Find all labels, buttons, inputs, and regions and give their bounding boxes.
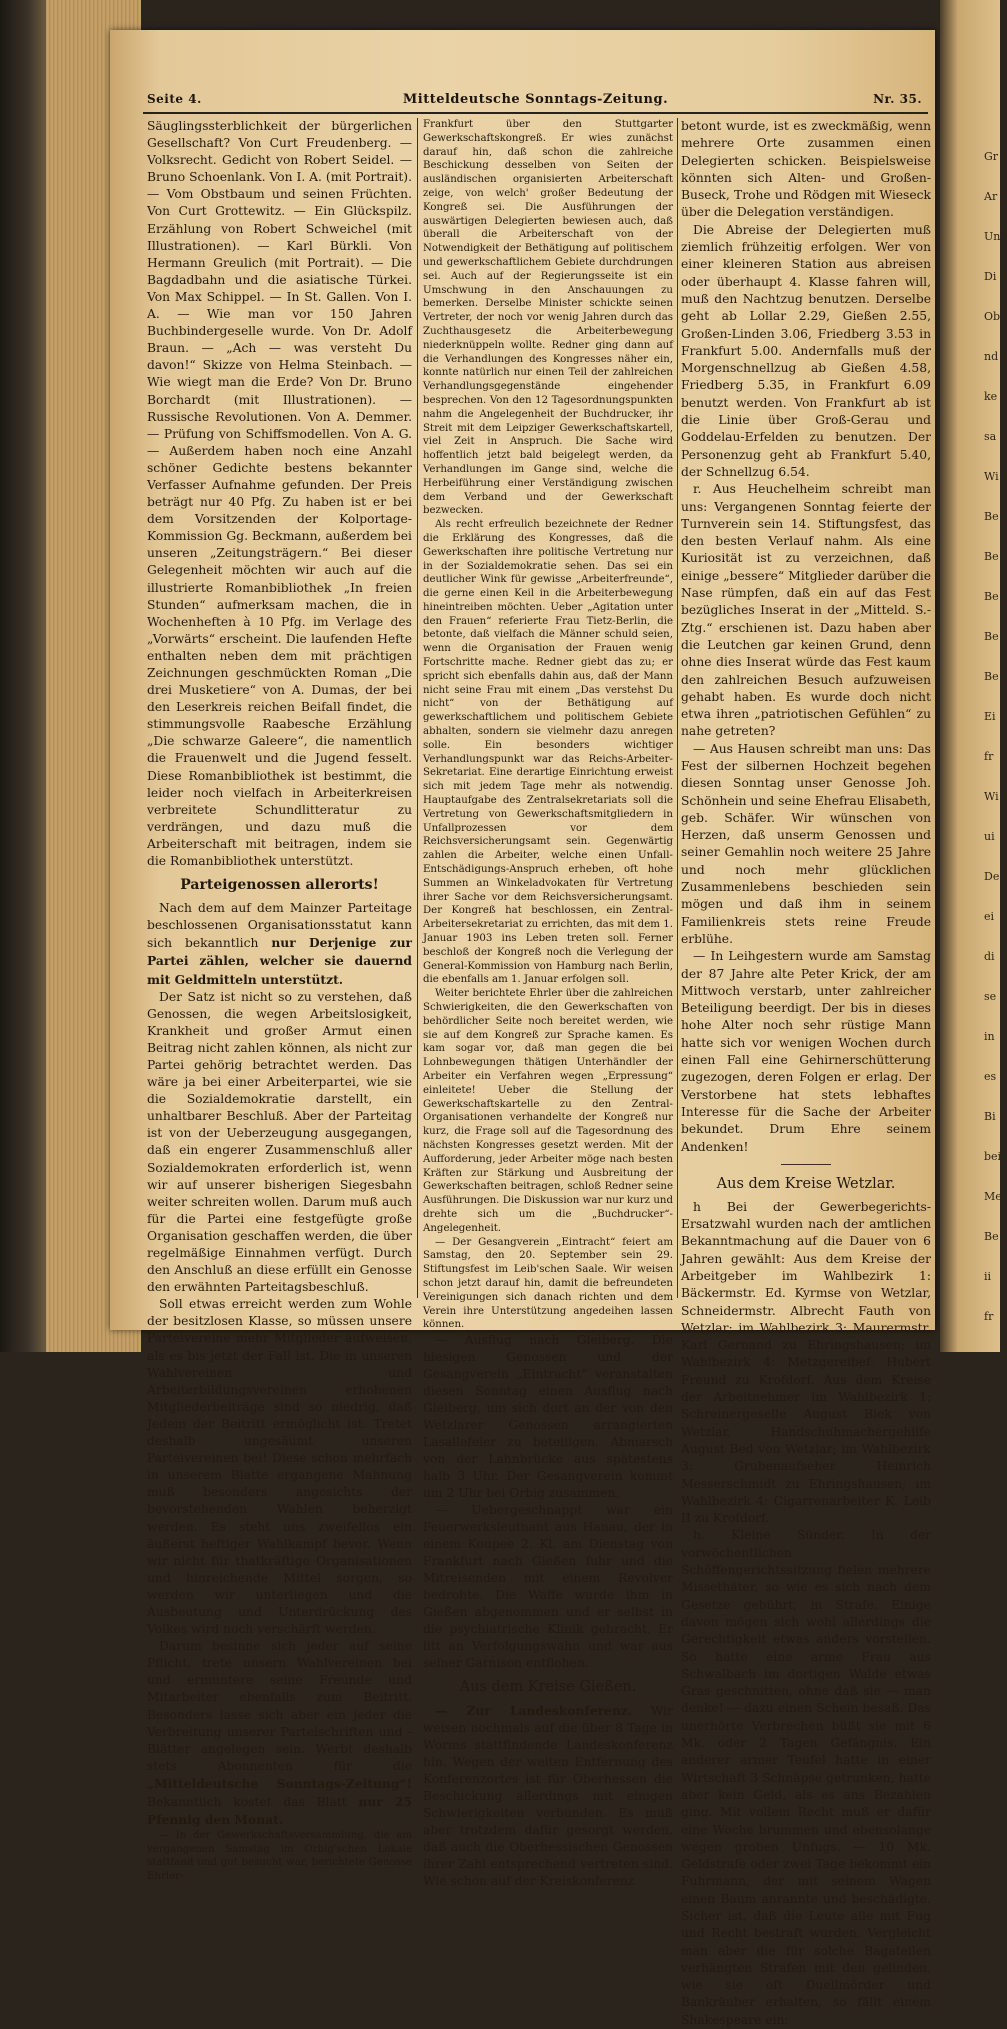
text-span: Wir weisen nochmals auf die über 8 Tage in Worms stattfindende Landeskonferenz hin. Wegen der weiten Entfernung des Konferenzortes ist für Oberhessen die Beschickung allerdings mit einigen Schwierigkeiten verbunden. Es muß aber trotzdem dafür gesorgt werden, daß auch die Oberhessischen Genossen ihrer Zahl entsprechend vertreten sind. Wie schon auf der Kreiskonferenz bbox=[423, 1704, 673, 1889]
column-rule bbox=[417, 118, 418, 1298]
article-paragraph: — Uebergeschnappt war ein Feuerwerksleutnant aus Hanau, der in einem Koupee 2. Kl. am Dienstag von Frankfurt nach Gießen fuhr und die Mitreisenden mit einem Revolver bedrohte. Die Waffe wurde ihm in Gießen abgenommen und er selbst in die psychiatrische Klinik gebracht. Er litt an Verfolgungswahn und war aus seiner Garnison entflohen. bbox=[423, 1503, 673, 1671]
book-binding bbox=[0, 0, 46, 1352]
article-paragraph: h. Kleine Sünder. In der vorwöchentlichen Schöffengerichtssitzung fielen mehrere Missethäter, so wie es sich nach dem Gesetze gebührt, in Strafe. Einige davon mögen sich wohl allerdings die Gerechtigkeit etwas anders vorstellen. So hatte eine arme Frau aus Schwalbach im dortigen Walde etwas Gras geschnitten, ohne daß sie — man denke! — dazu einen Schein besaß. Das unerhörte Verbrechen büßt sie mit 6 Mk. oder 2 Tagen Gefängnis. Ein anderer armer Teufel hatte in einer Wirtschaft 3 Schnäpse getrunken, hatte aber kein Geld, als es ans Bezahlen ging. Mit vollem Recht muß er dafür eine Woche brummen und ebensolange wegen groben Unfugs. — 10 Mk. Geldstrafe oder zwei Tage bekommt ein Fuhrmann, der mit seinem Wagen einen Baum anrannte und beschädigte. Sicher ist, daß die Leute alle mit Fug und Recht bestraft wurden. Vergleicht man aber die für solche Bagatellen verhängten Strafen mit den gelinden, wie sie oft Duellmörder und Bankräuber erhalten, so fällt einem Shakespeare ein: bbox=[681, 1528, 931, 2027]
article-paragraph: Säuglingssterblichkeit der bürgerlichen Gesellschaft? Von Curt Freudenberg. — Volksrecht. Gedicht von Robert Seidel. — Bruno Schoenlank. Von I. A. (mit Portrait). — Vom Obstbaum und seinen Früchten. Von Curt Grottewitz. — Ein Glückspilz. Erzählung von Robert Schweichel (mit Illustrationen). — Karl Bürkli. Von Hermann Greulich (mit Portrait). — Die Bagdadbahn und die asiatische Türkei. Von Max Schippel. — In St. Gallen. Von I. A. — Wie man vor 150 Jahren Buchbindergeselle wurde. Von Dr. Adolf Braun. — „Ach — was versteht Du davon!“ Skizze von Helma Steinbach. — Wie wiegt man die Erde? Von Dr. Bruno Borchardt (mit Illustrationen). — Russische Revolutionen. Von A. Demmer. — Prüfung von Schiffsmodellen. Von A. G. — Außerdem haben noch eine Anzahl schöner Gedichte bestens bekannter Verfasser Aufnahme gefunden. Der Preis beträgt nur 40 Pfg. Zu haben ist er bei dem Vorsitzenden der Kolportage-Kommission Gg. Beckmann, außerdem bei unseren „Zeitungsträgern.“ Bei dieser Gelegenheit möchten wir auch auf die illustrierte Romanbibliothek „In freien Stunden“ aufmerksam machen, die in Wochenheften à 10 Pfg. im Verlage des „Vorwärts“ erscheint. Die laufenden Hefte enthalten neben dem mit prächtigen Zeichnungen geschmückten Roman „Die drei Musketiere“ von A. Dumas, der bei den Leserkreis reichen Beifall findet, die stimmungsvolle Raabesche Erzählung „Die schwarze Galeere“, die namentlich die Frauenwelt und die Jugend fesselt. Diese Romanbibliothek ist bestimmt, die leider noch vielfach in Arbeiterkreisen verbreitete Schundlitteratur zu verdrängen, und dazu muß die Arbeiterschaft mit beitragen, indem sie die Romanbibliothek unterstützt. bbox=[147, 119, 412, 869]
section-heading: Parteigenossen allerorts! bbox=[180, 877, 379, 894]
adjacent-page-text: Be bbox=[984, 590, 999, 603]
adjacent-page-text: es bbox=[984, 1070, 997, 1083]
adjacent-page-text: Di bbox=[984, 270, 997, 283]
adjacent-page-text: Ar bbox=[984, 190, 998, 203]
article-paragraph bbox=[147, 900, 412, 988]
issue-number: Nr. 35. bbox=[873, 92, 922, 106]
adjacent-page-text: Be bbox=[984, 630, 999, 643]
adjacent-page-text: ii bbox=[984, 1270, 992, 1283]
emphasis-text: nur Derjenige zur Partei zählen, welcher sie dauernd mit Geldmitteln unterstützt. bbox=[147, 935, 412, 987]
article-paragraph: Soll etwas erreicht werden zum Wohle der besitzlosen Klasse, so müssen unsere Parteivereine mehr Mitglieder aufweisen, als es bis jetzt der Fall ist. Die in unseren Wahlvereinen und Arbeiterbildungsvereinen erhobenen Mitgliederbeiträge sind so niedrig, daß Jedem der Beitritt ermöglicht ist. Tretet deshalb ungesäumt unseren Parteivereinen bei! Diese schon mehrfach in unserem Blatte ergangene Mahnung muß besonders angesichts der bevorstehenden Wahlen beherzigt werden. Es steht uns zweifellos ein äußerst heftiger Wahlkampf bevor. Wenn wir nicht für thatkräftige Organisationen und hinreichende Mittel sorgen, so werden wir unterliegen und die Ausbeutung und Unterdrückung des Volkes wird noch verschärft werden. bbox=[147, 1297, 412, 1637]
adjacent-page-text: Ei bbox=[984, 710, 996, 723]
adjacent-page-text: nd bbox=[984, 350, 999, 363]
adjacent-page-text: De bbox=[984, 870, 1000, 883]
adjacent-page-text: se bbox=[984, 990, 997, 1003]
newspaper-title: Mitteldeutsche Sonntags-Zeitung. bbox=[402, 92, 669, 107]
adjacent-page-text: Wi bbox=[984, 470, 999, 483]
article-paragraph: Der Satz ist nicht so zu verstehen, daß Genossen, die wegen Arbeitslosigkeit, Krankheit und großer Armut einen Beitrag nicht zahlen können, als nicht zur Partei gehörig betrachtet werden. Das wäre ja bei einer Arbeiterpartei, wie sie die Sozialdemokratie darstellt, ein unhaltbarer Beschluß. Aber der Parteitag ist von der Ueberzeugung ausgegangen, daß ein engerer Zusammenschluß aller Sozialdemokraten erforderlich ist, wenn wir auf unserer bisherigen Siegesbahn weiter schreiten wollen. Darum muß auch für die Partei eine festgefügte große Organisation geschaffen werden, die über regelmäßige Einnahmen verfügt. Durch den Anschluß an diese erfüllt ein Genosse den erwähnten Parteitagsbeschluß. bbox=[147, 989, 412, 1295]
adjacent-page-text: Bi bbox=[984, 1110, 996, 1123]
article-paragraph: h Bei der Gewerbegerichts-Ersatzwahl wurden nach der amtlichen Bekanntmachung auf die Dauer von 6 Jahren gewählt: Aus dem Kreise der Arbeitgeber im Wahlbezirk 1: Bäckermstr. Ed. Kyrmse von Wetzlar, Schneidermstr. Albrecht Fauth von Wetzlar; im Wahlbezirk 3: Maurermstr. Karl Gernand zu Ehringshausen; im Wahlbezirk 4: Metzgereibef. Hubert Freund zu Krofdorf. Aus dem Kreise der Arbeitnehmer im Wahlbezirk 1: Schreinergeselle August Biek von Wetzlar, Handschuhmachergehilfe August Bed von Wetzlar; im Wahlbezirk 3: Grubenaufseher Heinrich Messerschmidt zu Ehringshausen; im Wahlbezirk 4: Cigarrenarbeiter K. Leib II zu Krofdorf. bbox=[681, 1199, 931, 1526]
adjacent-page-text: Ob bbox=[984, 310, 1001, 323]
adjacent-page-text: ei bbox=[984, 910, 995, 923]
article-paragraph bbox=[147, 1638, 412, 1829]
page-number: Seite 4. bbox=[147, 92, 202, 106]
article-paragraph: betont wurde, ist es zweckmäßig, wenn mehrere Orte zusammen einen Delegierten schicken. Beispielsweise könnten sich Alten- und Großen-Buseck, Trohe und Rödgen mit Wieseck über die Delegation verständigen. bbox=[681, 119, 931, 220]
adjacent-page-text: Be bbox=[984, 550, 999, 563]
emphasis-text: nur 25 Pfennig den Monat. bbox=[147, 1794, 412, 1828]
page-header bbox=[143, 90, 928, 114]
adjacent-page-text: ui bbox=[984, 830, 995, 843]
article-paragraph: Als recht erfreulich bezeichnete der Redner die Erklärung des Kongresses, daß die Gewerkschaften ihre politische Vertretung nur in der Sozialdemokratie sehen. Das sei ein deutlicher Wink für gewisse „Arbeiterfreunde“, die gerne einen Keil in die Arbeiterbewegung hineintreiben möchten. Ueber „Agitation unter den Frauen“ referierte Frau Tietz-Berlin, die betonte, daß vielfach die Männer schuld seien, wenn die Organisation der Frauen wenig Fortschritte mache. Redner giebt das zu; er spricht sich ebenfalls dahin aus, daß der Mann nicht seine Frau mit einem „Das verstehst Du nicht“ von der Bethätigung auf gewerkschaftlichem und politischem Gebiete abhalten, sondern sie vielmehr dazu anregen solle. Ein besonders wichtiger Verhandlungspunkt war das Reichs-Arbeiter-Sekretariat. Eine derartige Einrichtung erweist sich mit jedem Tage mehr als notwendig. Hauptaufgabe des Zentralsekretariats soll die Vertretung von Gewerkschaftsmitgliedern in Unfallprozessen vor dem Reichsversicherungsamt sein. Gegenwärtig zahlen die Arbeiter, welche einen Unfall-Entschädigungs-Anspruch erheben, oft hohe Summen an Winkeladvokaten für Vertretung ihrer Sache vor dem Reichsversicherungsamt. Der Kongreß hat beschlossen, ein Zentral-Arbeitersekretariat zu errichten, das mit dem 1. Januar 1903 ins Leben treten soll. Ferner beschloß der Kongreß noch die Verlegung der General-Kommission von Hamburg nach Berlin, die ebenfalls am 1. Januar erfolgen soll. bbox=[423, 519, 673, 986]
divider bbox=[781, 1164, 831, 1165]
text-span: Bekanntlich kostet das Blatt bbox=[147, 1795, 359, 1809]
adjacent-page-text: Be bbox=[984, 670, 999, 683]
article-paragraph: r. Aus Heuchelheim schreibt man uns: Vergangenen Sonntag feierte der Turnverein sein 14. Stiftungsfest, das den besten Verlauf nahm. Als eine Kuriosität ist zu verzeichnen, daß einige „bessere“ Mitglieder darüber die Nase rümpfen, daß ein auf das Fest bezügliches Inserat in der „Mitteld. S.-Ztg.“ erschienen ist. Dazu haben aber die Leutchen gar keinen Grund, denn ohne dies Inserat würde das Fest kaum den zahlreichen Besuch aufzuweisen gehabt haben. Es wurde doch nicht etwa ihren „patriotischen Gefühlen“ zu nahe getreten? bbox=[681, 482, 931, 739]
adjacent-page-text: di bbox=[984, 950, 995, 963]
adjacent-page-text: Be bbox=[984, 510, 999, 523]
text-span: Nach dem auf dem Mainzer Parteitage beschlossenen Organisationsstatut kann sich bekanntlich bbox=[147, 901, 412, 951]
article-paragraph bbox=[423, 1702, 673, 1890]
adjacent-page-text: Me bbox=[984, 1190, 1002, 1203]
article-paragraph: — In Leihgestern wurde am Samstag der 87 Jahre alte Peter Krick, der am Mittwoch verstarb, unter zahlreicher Beteiligung beerdigt. Der bis in dieses hohe Alter noch sehr rüstige Mann hatte sich vor wenigen Wochen durch einen Fall eine Gehirnerschütterung zugezogen, deren Folgen er erlag. Der Verstorbene hat stets lebhaftes Interesse für die Sache der Arbeiter bekundet. Drum Ehre seinem Andenken! bbox=[681, 949, 931, 1154]
article-paragraph: — Aus Hausen schreibt man uns: Das Fest der silbernen Hochzeit begehen diesen Sonntag unser Genosse Joh. Schönhein und seine Ehefrau Elisabeth, geb. Schäfer. Wir wünschen von Herzen, daß unserm Genossen und seiner Gemahlin noch weitere 25 Jahre und noch mehr glücklichen Zusammenlebens beschieden sein mögen und daß ihm in seinem Familienkreis stets reine Freude erblühe. bbox=[681, 741, 931, 946]
adjacent-page-text: bei bbox=[984, 1150, 1002, 1163]
column-3 bbox=[681, 118, 931, 2027]
column-rule bbox=[677, 118, 678, 1298]
column-2 bbox=[423, 118, 673, 1889]
adjacent-page-text: Gr bbox=[984, 150, 999, 163]
adjacent-page-text: Be bbox=[984, 1230, 999, 1243]
adjacent-page-text: Unb bbox=[984, 230, 1007, 243]
article-paragraph: — Der Gesangverein „Eintracht“ feiert am Samstag, den 20. September sein 29. Stiftungsfest im Leib'schen Saale. Wir weisen schon jetzt darauf hin, damit die befreundeten Vereinigungen sich danach richten und dem Verein ihre Unterstützung angedeihen lassen können. bbox=[423, 1236, 673, 1331]
adjacent-page-text: Wi bbox=[984, 790, 999, 803]
column-1 bbox=[147, 118, 412, 1882]
article-paragraph: — In der Gewerkschaftsversammlung, die am vergangenen Samstag im Orbig'schen Lokale stattfand und gut besucht war, berichtete Genosse Ehrler- bbox=[147, 1830, 412, 1882]
article-paragraph: — Ausflug nach Gleiberg. Die hiesigen Genossen und der Gesangverein „Eintracht“ veranstalten diesen Sonntag einen Ausflug nach Gleiberg, um sich dort an der von den Wetzlarer Genossen arrangierten Lasallefeier zu beteiligen. Abmarsch von der Lahnbrücke aus spätestens halb 3 Uhr. Der Gesangverein kommt um 2 Uhr bei Orbig zusammen. bbox=[423, 1333, 673, 1501]
emphasis-text: — Zur Landeskonferenz. bbox=[435, 1703, 633, 1719]
article-paragraph: Weiter berichtete Ehrler über die zahlreichen Schwierigkeiten, die den Gewerkschaften von behördlicher Seite noch bereitet werden, wie sie auf dem Kongreß zur Sprache kamen. Es kam sogar vor, daß man gegen die bei Lohnbewegungen thätigen Unterhändler der Arbeiter ein Verfahren wegen „Erpressung“ einleitete! Ueber die Stellung der Gewerkschaftskartelle zu den Zentral-Organisationen verhandelte der Kongreß nur kurz, die Frage soll auf die Tagesordnung des nächsten Kongresses gesetzt werden. Mit der Aufforderung, jeder Arbeiter möge nach besten Kräften zur Stärkung und Ausbreitung der Gewerkschaften beitragen, schloß Redner seine Ausführungen. Die Diskussion war nur kurz und drehte sich um die „Buchdrucker“-Angelegenheit. bbox=[423, 988, 673, 1234]
adjacent-page-text: ke bbox=[984, 390, 998, 403]
adjacent-page-edge bbox=[940, 0, 1007, 1352]
adjacent-page-text: sa bbox=[984, 430, 997, 443]
adjacent-page-text: fr bbox=[984, 1310, 994, 1323]
adjacent-page-text: fr bbox=[984, 750, 994, 763]
text-span: Darum besinne sich jeder auf seine Pflicht, trete unsern Wahlvereinen bei und ermuntere seine Freunde und Mitarbeiter ebenfalls zum Beitritt. Besonders lasse sich aber ein jeder die Verbreitung unserer Parteischriften und -Blätter angelegen sein. Werbt deshalb stets Abonnenten für die bbox=[147, 1639, 412, 1773]
section-heading: Aus dem Kreise Wetzlar. bbox=[716, 1175, 896, 1192]
emphasis-text: „Mitteldeutsche Sonntags-Zeitung“! bbox=[147, 1775, 412, 1791]
section-heading: Aus dem Kreise Gießen. bbox=[459, 1679, 637, 1696]
article-paragraph: Frankfurt über den Stuttgarter Gewerkschaftskongreß. Er wies zunächst darauf hin, daß schon die zahlreiche Beschickung desselben von Seiten der ausländischen organisierten Arbeiterschaft zeige, von welch' großer Bedeutung der Kongreß sei. Die Ausführungen der auswärtigen Delegierten bewiesen auch, daß überall die Arbeiterschaft von der Notwendigkeit der Bethätigung auf politischem und gewerkschaftlichem Gebiete durchdrungen sei. Auch auf der Regierungsseite ist ein Umschwung in den Anschauungen zu bemerken. Derselbe Minister schickte seinen Vertreter, der noch vor wenig Jahren durch das Zuchthausgesetz die Arbeiterbewegung niederknüppeln wollte. Redner ging dann auf die Verhandlungen des Kongresses näher ein, konnte natürlich nur einen Teil der zahlreichen Verhandlungsgegenstände eingehender besprechen. Von den 12 Tagesordnungspunkten nahm die Angelegenheit der Buchdrucker, ihr Streit mit dem Leipziger Gewerkschaftskartell, viel Zeit in Anspruch. Die Sache wird hoffentlich jetzt bald beigelegt werden, da Verhandlungen im Gange sind, welche die Herbeiführung einer Verständigung zwischen dem Verband und der Gewerkschaft bezwecken. bbox=[423, 119, 673, 517]
adjacent-page-text: in bbox=[984, 1030, 995, 1043]
article-paragraph: Die Abreise der Delegierten muß ziemlich frühzeitig erfolgen. Wer von einer kleineren Station aus abreisen oder überhaupt 4. Klasse fahren will, muß den Nachtzug benutzen. Derselbe geht ab Lollar 2.29, Gießen 2.55, Großen-Linden 3.06, Friedberg 3.53 in Frankfurt 5.00. Andernfalls muß der Morgenschnellzug ab Gießen 4.58, Friedberg 5.35, in Frankfurt 6.09 benutzt werden. Von Frankfurt ab ist die Linie über Groß-Gerau und Goddelau-Erfelden zu benutzen. Der Personenzug geht ab Frankfurt 5.40, der Schnellzug 6.54. bbox=[681, 222, 931, 479]
